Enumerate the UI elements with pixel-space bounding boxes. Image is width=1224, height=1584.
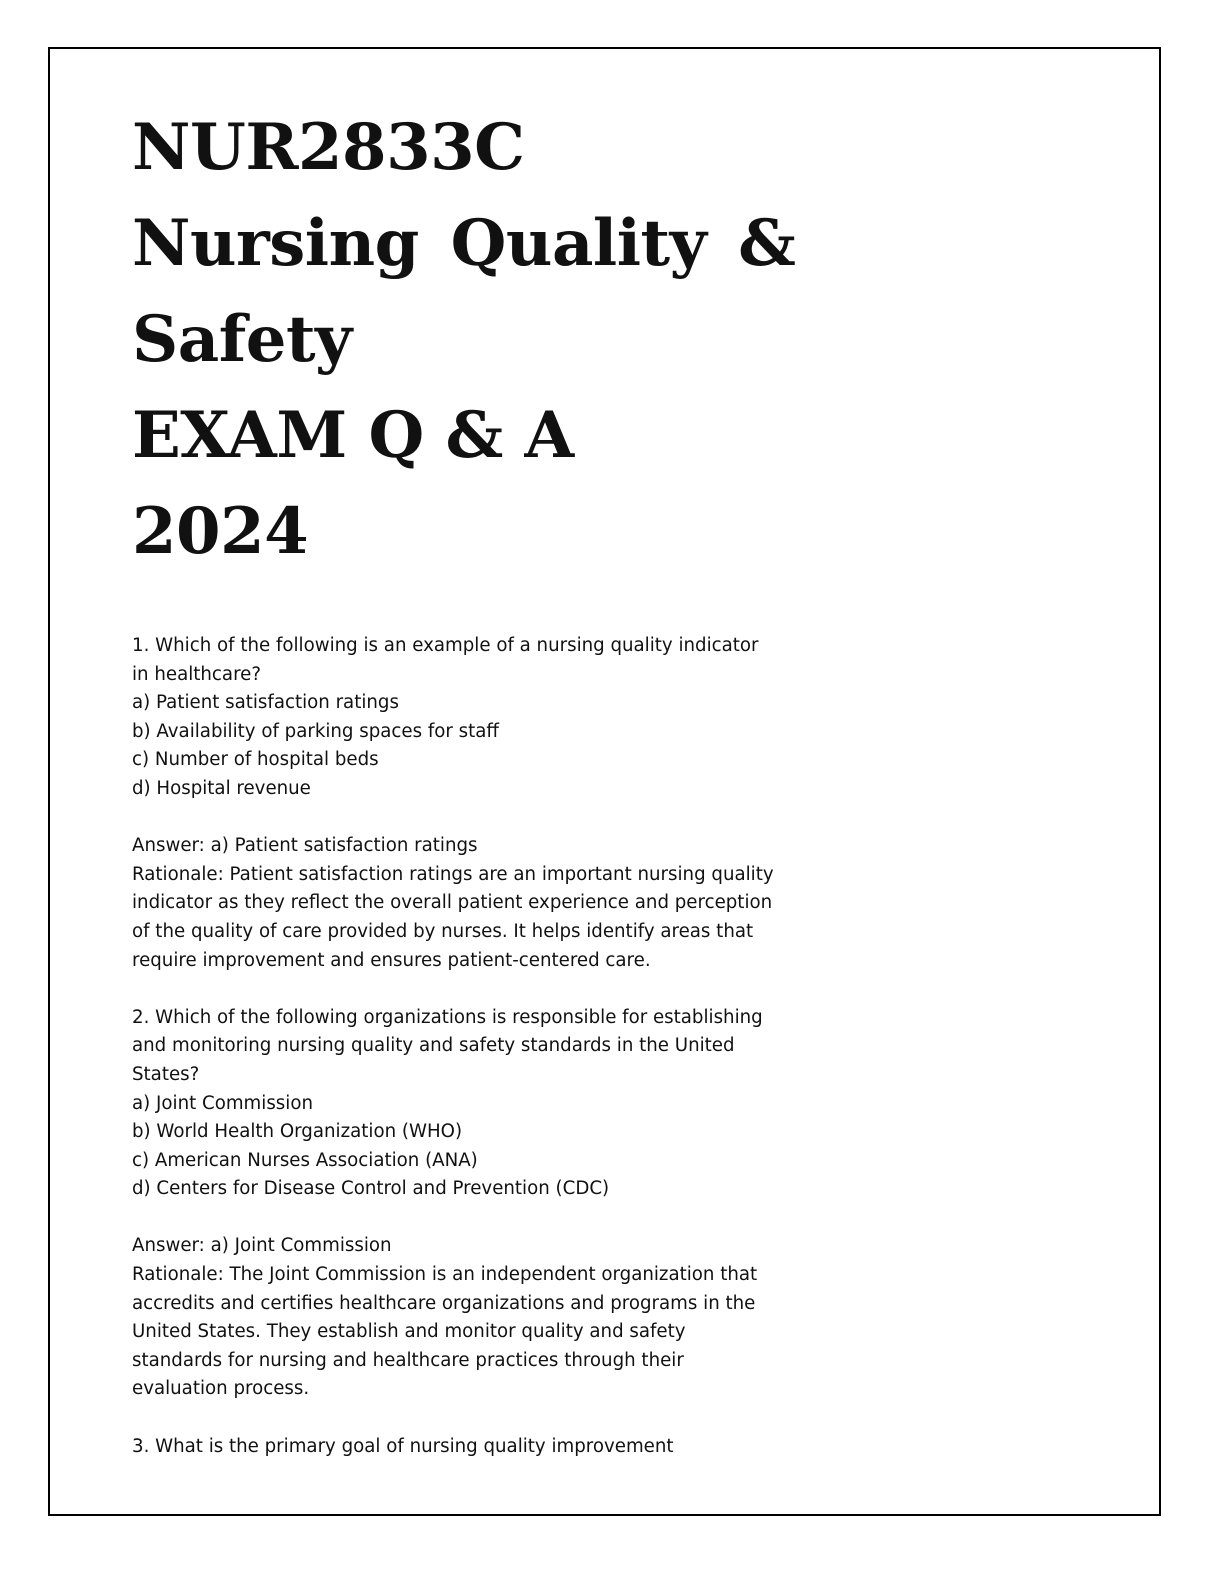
question-text: States? [132,1063,200,1085]
question-text: 3. What is the primary goal of nursing quality improvement [132,1435,674,1457]
option-c: c) American Nurses Association (ANA) [132,1149,478,1171]
title-course-name-line2: Safety [132,302,352,377]
title-course-code: NUR2833C [132,110,525,185]
option-b: b) Availability of parking spaces for staff [132,720,499,742]
paragraph-gap [132,975,782,1004]
rationale-text: of the quality of care provided by nurses. It helps identify areas that [132,920,754,942]
question-2 [132,1004,782,1404]
rationale-text: indicator as they reflect the overall patient experience and perception [132,892,773,914]
answer-text: Answer: a) Joint Commission [132,1235,392,1257]
answer-text: Answer: a) Patient satisfaction ratings [132,835,478,857]
rationale-text: require improvement and ensures patient-centered care. [132,949,651,971]
question-text: and monitoring nursing quality and safety standards in the United [132,1035,735,1057]
option-d: d) Hospital revenue [132,777,311,799]
rationale-text: Rationale: The Joint Commission is an independent organization that [132,1264,758,1286]
rationale-text: standards for nursing and healthcare practices through their [132,1349,684,1371]
question-text: in healthcare? [132,663,261,685]
question-3 [132,1433,782,1462]
question-1 [132,632,782,975]
exam-questions-body [132,632,782,1461]
rationale-text: United States. They establish and monitor quality and safety [132,1321,686,1343]
paragraph-gap [132,1404,782,1433]
option-a: a) Joint Commission [132,1092,313,1114]
document-title-block [132,100,796,580]
option-d: d) Centers for Disease Control and Prevention (CDC) [132,1178,610,1200]
title-course-name-line1: Nursing Quality & [132,206,796,281]
rationale-text: evaluation process. [132,1378,310,1400]
paragraph-gap [132,804,782,833]
question-text: 1. Which of the following is an example of a nursing quality indicator [132,635,759,656]
option-c: c) Number of hospital beds [132,749,379,771]
title-exam-label: EXAM Q & A [132,398,574,473]
question-text: 2. Which of the following organizations is responsible for establishing [132,1006,763,1028]
title-year: 2024 [132,494,309,569]
option-b: b) World Health Organization (WHO) [132,1121,463,1143]
paragraph-gap [132,1204,782,1233]
rationale-text: accredits and certifies healthcare organizations and programs in the [132,1292,756,1314]
document-title [132,100,796,580]
rationale-text: Rationale: Patient satisfaction ratings are an important nursing quality [132,863,774,885]
option-a: a) Patient satisfaction ratings [132,692,399,714]
